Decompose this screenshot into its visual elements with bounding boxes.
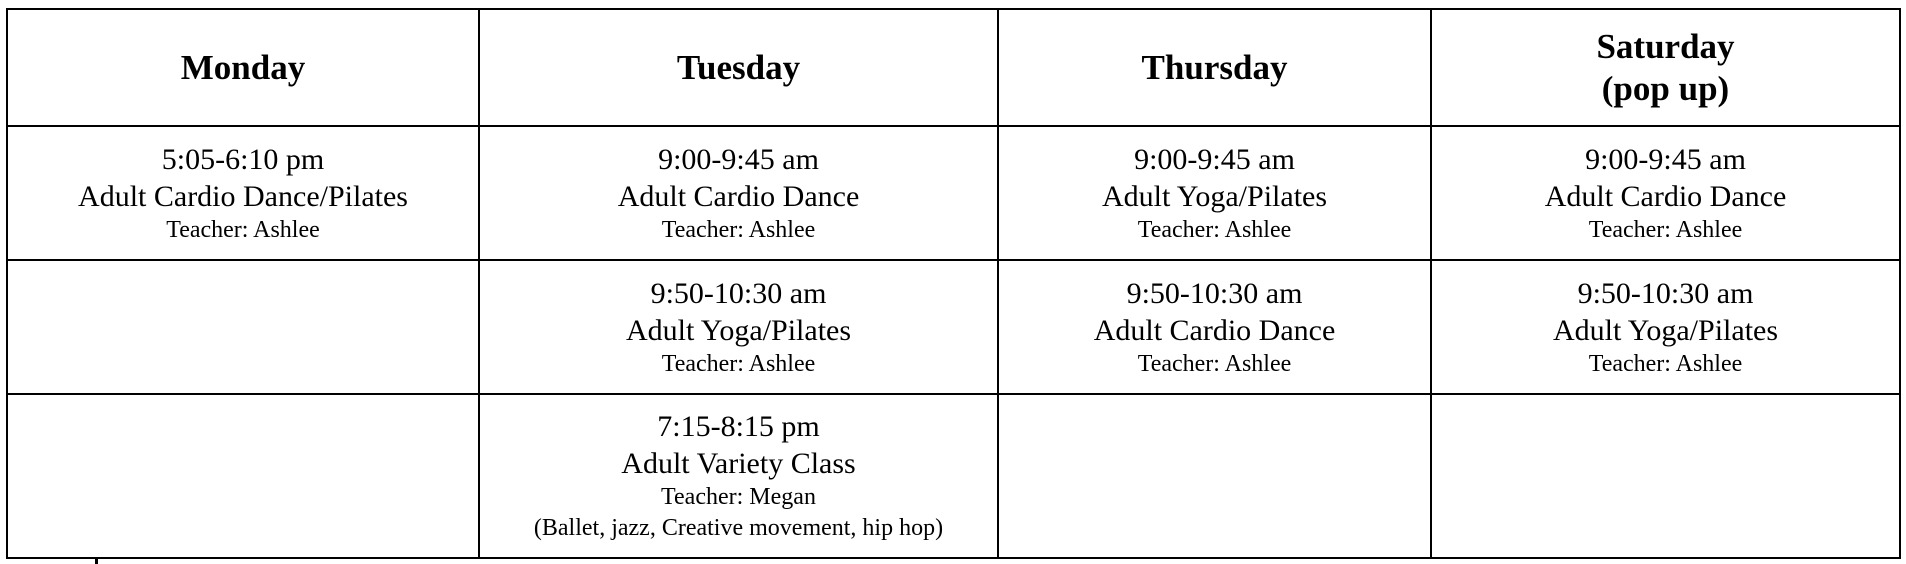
class-time: 9:50-10:30 am [650, 276, 827, 310]
class-cell-thursday [998, 260, 1431, 394]
header-tuesday-label: Tuesday [676, 47, 801, 87]
class-time: 9:00-9:45 am [658, 142, 819, 176]
class-note: (Ballet, jazz, Creative movement, hip hop) [533, 515, 944, 541]
class-cell-saturday [1431, 260, 1900, 394]
header-saturday-sublabel: (pop up) [1601, 68, 1730, 108]
class-time: 7:15-8:15 pm [657, 410, 820, 443]
class-time: 9:50-10:30 am [1126, 276, 1303, 310]
class-time: 9:00-9:45 am [1134, 142, 1295, 176]
class-cell-tuesday [479, 260, 998, 394]
class-name: Adult Cardio Dance [1093, 313, 1336, 347]
class-name: Adult Yoga/Pilates [1101, 179, 1328, 213]
header-saturday-label: Saturday [1596, 26, 1735, 66]
empty-cell-thursday [998, 394, 1431, 558]
class-teacher: Teacher: Ashlee [1588, 216, 1743, 243]
class-teacher: Teacher: Ashlee [1137, 350, 1292, 377]
class-cell-tuesday [479, 126, 998, 260]
class-teacher: Teacher: Megan [661, 484, 816, 510]
empty-cell-saturday [1431, 394, 1900, 558]
class-name: Adult Variety Class [621, 447, 856, 480]
class-name: Adult Yoga/Pilates [625, 313, 852, 347]
header-thursday [998, 9, 1431, 126]
class-time: 9:50-10:30 am [1577, 276, 1754, 310]
class-name: Adult Cardio Dance [617, 179, 860, 213]
header-monday-label: Monday [180, 47, 306, 87]
header-monday [7, 9, 479, 126]
header-tuesday [479, 9, 998, 126]
empty-cell-monday [7, 260, 479, 394]
empty-cell-monday [7, 394, 479, 558]
class-schedule-table [6, 8, 1901, 559]
class-teacher: Teacher: Ashlee [661, 350, 816, 377]
header-row [7, 9, 1900, 126]
table-row [7, 260, 1900, 394]
class-name: Adult Cardio Dance [1544, 179, 1787, 213]
class-name: Adult Yoga/Pilates [1552, 313, 1779, 347]
class-cell-tuesday [479, 394, 998, 558]
class-cell-thursday [998, 126, 1431, 260]
header-thursday-label: Thursday [1141, 47, 1288, 87]
table-row [7, 394, 1900, 558]
class-name: Adult Cardio Dance/Pilates [78, 179, 408, 213]
class-time: 9:00-9:45 am [1585, 142, 1746, 176]
table-row [7, 126, 1900, 260]
class-cell-saturday [1431, 126, 1900, 260]
class-cell-monday [7, 126, 479, 260]
class-teacher: Teacher: Ashlee [661, 216, 816, 243]
class-teacher: Teacher: Ashlee [1137, 216, 1292, 243]
class-time: 5:05-6:10 pm [161, 142, 325, 176]
header-saturday [1431, 9, 1900, 126]
class-teacher: Teacher: Ashlee [1588, 350, 1743, 377]
text-cursor-mark [95, 559, 98, 564]
class-teacher: Teacher: Ashlee [166, 216, 320, 243]
